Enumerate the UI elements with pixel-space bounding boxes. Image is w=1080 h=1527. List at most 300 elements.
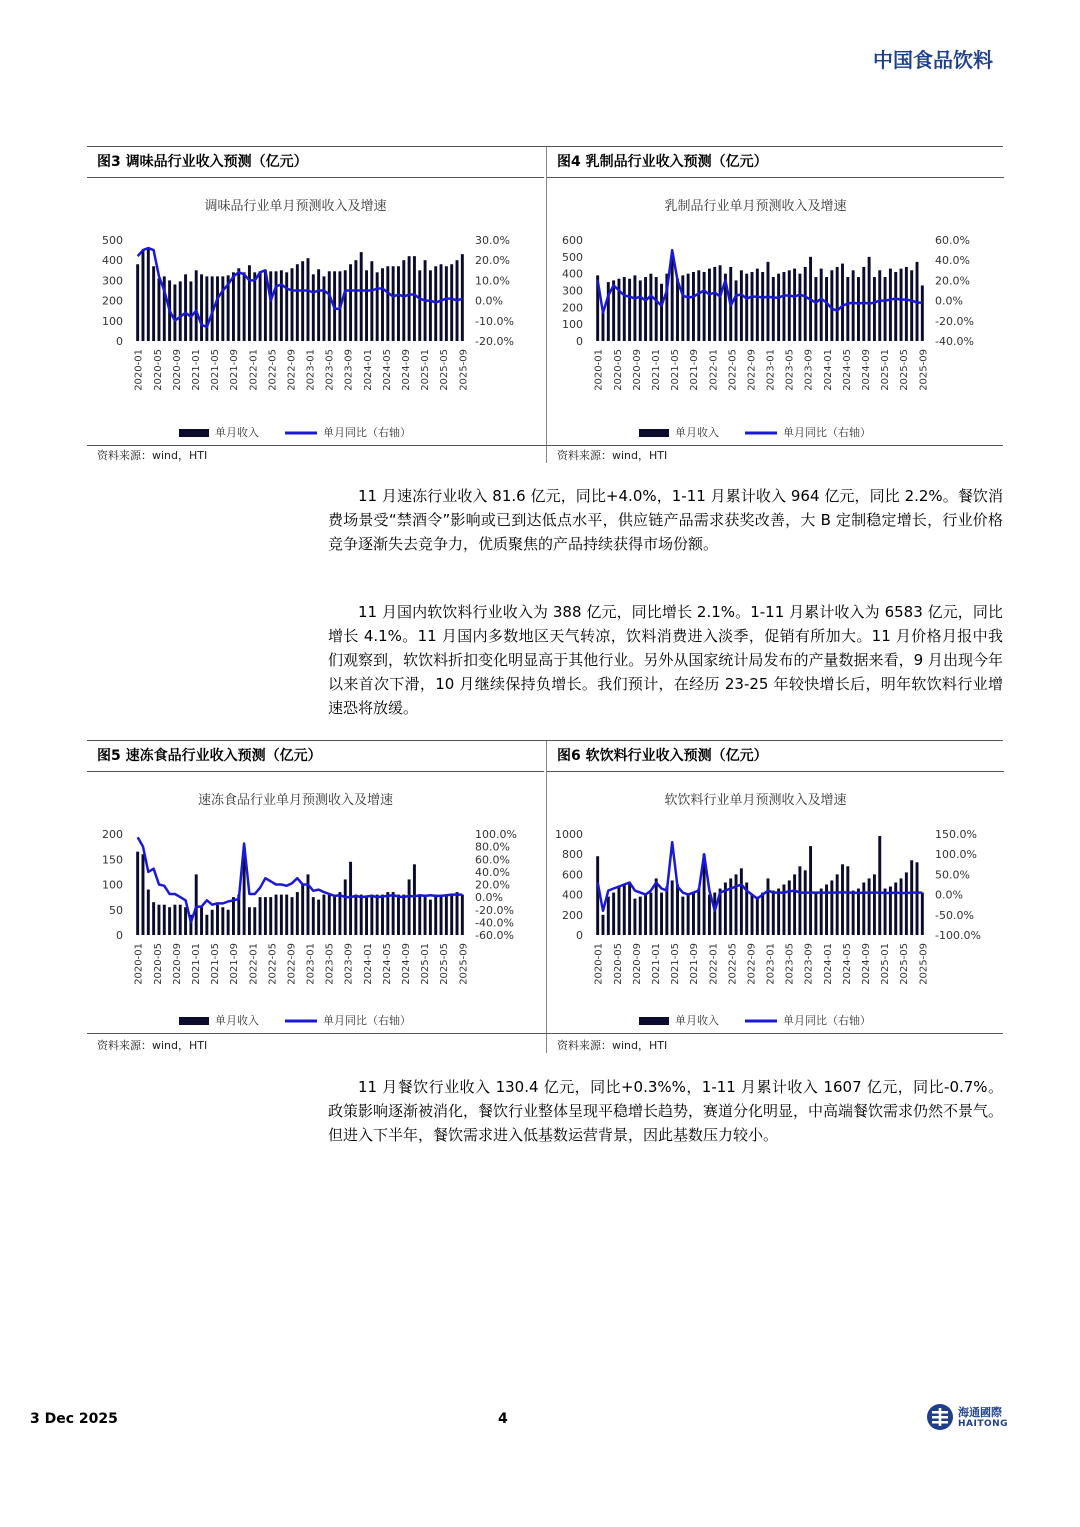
figure-source: 资料来源：wind，HTI [97, 449, 208, 462]
bar [200, 907, 203, 935]
y-left-tick-label: 0 [576, 929, 583, 942]
y-right-tick-label: -10.0% [475, 314, 514, 328]
bar [136, 852, 139, 935]
x-tick-label: 2020-05 [152, 943, 164, 985]
bar [370, 895, 373, 935]
logo-text-cn: 海通國際 [958, 1406, 1002, 1419]
x-tick-label: 2023-01 [305, 943, 317, 985]
bar [655, 277, 658, 341]
x-tick-label: 2020-05 [152, 349, 164, 391]
bar [285, 895, 288, 935]
y-left-tick-label: 0 [116, 929, 123, 942]
y-right-tick-label: -20.0% [475, 335, 514, 348]
y-left-tick-label: 300 [562, 284, 583, 298]
bar [788, 270, 791, 341]
bar [147, 248, 150, 341]
bar [628, 882, 631, 935]
bar [429, 270, 432, 341]
bar [259, 897, 262, 935]
bar [788, 880, 791, 935]
bar [793, 874, 796, 935]
bar [761, 893, 764, 935]
bar [402, 895, 405, 935]
bar [900, 269, 903, 341]
paragraph-text: 11 月餐饮行业收入 130.4 亿元，同比+0.3%%，1-11 月累计收入 1607 亿元，同比-0.7%。政策影响逐渐被消化，餐饮行业整体呈现平稳增长趋势，赛道分化明显，中高端餐饮需求仍然不景气。但进入下半年，餐饮需求进入低基数运营背景，因此基数压力较小。 [328, 1078, 1004, 1144]
bar [157, 278, 160, 341]
paragraph-text: 11 月国内软饮料行业收入为 388 亿元，同比增长 2.1%。1-11 月累计收入为 6583 亿元，同比增长 4.1%。11 月国内多数地区天气转凉，饮料消费进入淡季，促销有所加大。11 月价格月报中我们观察到，软饮料折扣变化明显高于其他行业。另外从国家统计局发布的产量数据来看，9 月出现今年以来首次下滑，10 月继续保持负增长。我们预计，在经历 23-25 年较快增长后，明年软饮料行业增速恐将放缓。 [328, 603, 1003, 717]
bar [740, 270, 743, 341]
bar [878, 836, 881, 935]
bar [195, 874, 198, 935]
bar [846, 277, 849, 341]
x-tick-label: 2022-01 [708, 349, 720, 391]
bar [237, 895, 240, 935]
bar [857, 277, 860, 341]
bar [275, 271, 278, 341]
bar [259, 271, 262, 341]
legend-bar-swatch [179, 1017, 209, 1025]
bar [660, 284, 663, 341]
legend-bar-label: 单月收入 [675, 1014, 719, 1027]
bar [418, 270, 421, 341]
bar [322, 276, 325, 341]
bar [633, 275, 636, 341]
bar [397, 266, 400, 341]
bar [413, 256, 416, 341]
bar [900, 878, 903, 935]
chart-title: 软饮料行业单月预测收入及增速 [664, 793, 847, 808]
bar [205, 276, 208, 341]
bar [782, 272, 785, 341]
x-tick-label: 2023-05 [324, 943, 336, 985]
bar [461, 254, 464, 341]
bar [376, 272, 379, 341]
y-left-tick-label: 500 [102, 234, 123, 247]
y-left-tick-label: 200 [102, 294, 123, 308]
bar [756, 897, 759, 935]
bar [751, 272, 754, 341]
x-tick-label: 2025-09 [458, 943, 470, 985]
figure-caption: 图4 乳制品行业收入预测（亿元） [547, 147, 1004, 178]
bar [596, 856, 599, 935]
x-tick-label: 2022-01 [248, 349, 260, 391]
x-tick-label: 2024-09 [401, 943, 413, 985]
x-tick-label: 2024-01 [362, 349, 374, 391]
bar [681, 275, 684, 341]
bar [644, 277, 647, 341]
bar [804, 870, 807, 935]
x-tick-label: 2025-09 [458, 349, 470, 391]
paragraph-text: 11 月速冻行业收入 81.6 亿元，同比+4.0%，1-11 月累计收入 964 亿元，同比 2.2%。餐饮消费场景受“禁酒令”影响或已到达低点水平，供应链产品需求获奖改善，大 B 定制稳定增长，行业价格竞争逐渐失去竞争力，优质聚焦的产品持续获得市场份额。 [328, 487, 1003, 553]
bar [894, 882, 897, 935]
bar [386, 892, 389, 935]
bar [889, 269, 892, 341]
legend-line-label: 单月同比（右轴） [783, 426, 871, 439]
bar [740, 868, 743, 935]
x-tick-label: 2025-01 [880, 349, 892, 391]
bar [623, 277, 626, 341]
x-tick-label: 2025-01 [420, 943, 432, 985]
bar [676, 885, 679, 936]
y-right-tick-label: 0.0% [475, 891, 503, 905]
bar [216, 905, 219, 935]
bar [285, 272, 288, 341]
bar [408, 879, 411, 935]
haitong-logo [925, 1402, 1015, 1434]
bar [312, 274, 315, 341]
bar [676, 279, 679, 341]
legend-line-label: 单月同比（右轴） [323, 426, 411, 439]
bar [365, 897, 368, 935]
x-tick-label: 2024-09 [861, 349, 873, 391]
y-left-tick-label: 100 [102, 314, 123, 328]
bar [735, 874, 738, 935]
x-tick-label: 2021-01 [190, 943, 202, 985]
bar [440, 895, 443, 935]
bar [381, 268, 384, 341]
bar [354, 895, 357, 935]
x-tick-label: 2024-05 [841, 349, 853, 391]
bar [692, 893, 695, 935]
bar [868, 257, 871, 341]
y-left-tick-label: 200 [562, 301, 583, 315]
y-right-tick-label: -60.0% [475, 929, 514, 942]
legend-bar-label: 单月收入 [675, 426, 719, 439]
bar [179, 905, 182, 935]
bar [328, 271, 331, 341]
x-tick-label: 2020-01 [593, 349, 605, 391]
x-tick-label: 2023-01 [765, 349, 777, 391]
bar [253, 272, 256, 341]
bar [376, 895, 379, 935]
bar [852, 891, 855, 935]
x-tick-label: 2021-09 [689, 349, 701, 391]
bar [703, 272, 706, 341]
x-tick-label: 2021-05 [670, 943, 682, 985]
bar [878, 270, 881, 341]
bar [354, 260, 357, 341]
x-tick-label: 2023-09 [343, 943, 355, 985]
bar [745, 274, 748, 341]
y-right-tick-label: 60.0% [475, 853, 510, 867]
x-tick-label: 2022-09 [286, 349, 298, 391]
y-left-tick-label: 150 [102, 853, 123, 867]
bar [397, 895, 400, 935]
paragraph-catering [328, 1075, 1003, 1147]
bar [344, 879, 347, 935]
x-tick-label: 2024-01 [822, 349, 834, 391]
bar [713, 267, 716, 341]
bar [232, 272, 235, 341]
chart-figure-3 [87, 178, 544, 446]
chart-title: 调味品行业单月预测收入及增速 [204, 199, 387, 214]
bar [793, 269, 796, 341]
bar [719, 265, 722, 341]
x-tick-label: 2023-09 [803, 943, 815, 985]
bar [649, 893, 652, 935]
x-tick-label: 2023-09 [343, 349, 355, 391]
bar [713, 893, 716, 935]
bar [612, 893, 615, 935]
bar [862, 882, 865, 935]
bar [349, 264, 352, 341]
y-left-tick-label: 600 [562, 868, 583, 882]
bar [751, 895, 754, 935]
x-tick-label: 2020-05 [612, 943, 624, 985]
bar [617, 887, 620, 935]
legend-line-label: 单月同比（右轴） [323, 1014, 411, 1027]
bar [296, 892, 299, 935]
x-tick-label: 2024-05 [841, 943, 853, 985]
x-tick-label: 2023-05 [324, 349, 336, 391]
x-tick-label: 2023-05 [784, 349, 796, 391]
x-tick-label: 2021-01 [190, 349, 202, 391]
x-tick-label: 2020-09 [631, 943, 643, 985]
x-tick-label: 2025-05 [899, 943, 911, 985]
bar [910, 270, 913, 341]
bar [136, 264, 139, 341]
x-tick-label: 2025-01 [880, 943, 892, 985]
bar [846, 866, 849, 935]
x-tick-label: 2024-05 [381, 349, 393, 391]
x-tick-label: 2025-05 [899, 349, 911, 391]
figure-row-2 [87, 740, 1003, 1053]
x-tick-label: 2022-01 [248, 943, 260, 985]
x-tick-label: 2025-09 [918, 349, 930, 391]
bar [921, 285, 924, 341]
paragraph-frozen-food [328, 484, 1003, 556]
bar [296, 264, 299, 341]
bar [777, 889, 780, 935]
x-tick-label: 2022-01 [708, 943, 720, 985]
bar [392, 892, 395, 935]
bar [317, 269, 320, 341]
x-tick-label: 2022-05 [267, 943, 279, 985]
bar [173, 905, 176, 935]
bar [440, 264, 443, 341]
bar [163, 905, 166, 935]
y-right-tick-label: 100.0% [935, 848, 977, 862]
y-right-tick-label: -40.0% [935, 335, 974, 348]
x-tick-label: 2024-09 [861, 943, 873, 985]
bar [205, 915, 208, 935]
bar [623, 885, 626, 936]
bar [370, 261, 373, 341]
y-left-tick-label: 400 [102, 254, 123, 268]
chart-figure-4 [547, 178, 1004, 446]
bar [152, 266, 155, 341]
y-right-tick-label: 50.0% [935, 868, 970, 882]
haitong-logo-icon [925, 1402, 955, 1432]
bar [665, 887, 668, 935]
bar [173, 284, 176, 341]
bar [602, 915, 605, 935]
figure-5 [87, 741, 544, 1052]
bar [147, 890, 150, 935]
y-right-tick-label: -20.0% [475, 903, 514, 917]
footer-date: 3 Dec 2025 [30, 1411, 118, 1427]
bar [772, 277, 775, 341]
bar [857, 889, 860, 935]
bar [445, 895, 448, 935]
y-right-tick-label: -100.0% [935, 929, 981, 942]
x-tick-label: 2025-09 [918, 943, 930, 985]
y-left-tick-label: 600 [562, 234, 583, 247]
bar [381, 895, 384, 935]
x-tick-label: 2022-09 [746, 349, 758, 391]
bar [317, 900, 320, 935]
x-tick-label: 2025-05 [439, 349, 451, 391]
y-left-tick-label: 800 [562, 848, 583, 862]
divider [87, 445, 1003, 446]
y-right-tick-label: -50.0% [935, 908, 974, 922]
bar [338, 892, 341, 935]
y-right-tick-label: 60.0% [935, 234, 970, 247]
y-right-tick-label: 20.0% [475, 878, 510, 892]
bar [814, 277, 817, 341]
bar [628, 279, 631, 341]
logo-text-en: HAITONG [958, 1419, 1009, 1429]
x-tick-label: 2022-05 [727, 943, 739, 985]
x-tick-label: 2025-01 [420, 349, 432, 391]
bar [708, 269, 711, 341]
y-right-tick-label: 40.0% [475, 865, 510, 879]
x-tick-label: 2021-01 [650, 943, 662, 985]
bar [905, 872, 908, 935]
bar [418, 895, 421, 935]
bar [852, 270, 855, 341]
bar [184, 274, 187, 341]
x-tick-label: 2023-01 [305, 349, 317, 391]
y-right-tick-label: 20.0% [475, 254, 510, 268]
bar [633, 899, 636, 935]
bar [639, 897, 642, 935]
bar [916, 862, 919, 935]
bar [697, 889, 700, 935]
bar [910, 860, 913, 935]
bar [639, 280, 642, 341]
chart-figure-6 [547, 772, 1004, 1034]
bar [221, 907, 224, 935]
x-tick-label: 2022-09 [286, 943, 298, 985]
bar [809, 846, 812, 935]
bar [200, 274, 203, 341]
x-tick-label: 2023-09 [803, 349, 815, 391]
bar [450, 895, 453, 935]
bar [756, 269, 759, 341]
bar [697, 270, 700, 341]
bar [392, 266, 395, 341]
bar [607, 897, 610, 935]
x-tick-label: 2020-09 [171, 349, 183, 391]
x-tick-label: 2024-09 [401, 349, 413, 391]
bar [708, 895, 711, 935]
x-tick-label: 2022-05 [267, 349, 279, 391]
bar [280, 895, 283, 935]
y-right-tick-label: 30.0% [475, 234, 510, 247]
x-tick-label: 2020-01 [133, 349, 145, 391]
x-tick-label: 2021-09 [689, 943, 701, 985]
figure-3 [87, 147, 544, 462]
bar [221, 276, 224, 341]
x-tick-label: 2024-05 [381, 943, 393, 985]
x-tick-label: 2024-01 [822, 943, 834, 985]
chart-figure-5 [87, 772, 544, 1034]
x-tick-label: 2021-05 [210, 943, 222, 985]
y-right-tick-label: 0.0% [935, 888, 963, 902]
bar [921, 893, 924, 935]
bar [142, 854, 145, 935]
bar [804, 267, 807, 341]
y-right-tick-label: 0.0% [935, 294, 963, 308]
chart-title: 速冻食品行业单月预测收入及增速 [197, 793, 394, 808]
bar [687, 895, 690, 935]
x-tick-label: 2021-05 [210, 349, 222, 391]
y-left-tick-label: 200 [102, 828, 123, 841]
bar [884, 277, 887, 341]
y-right-tick-label: -20.0% [935, 314, 974, 328]
bar [445, 266, 448, 341]
bar [216, 276, 219, 341]
bar [772, 891, 775, 935]
legend-bar-label: 单月收入 [215, 1014, 259, 1027]
bar [873, 277, 876, 341]
legend-bar-swatch [639, 1017, 669, 1025]
figure-caption: 图6 软饮料行业收入预测（亿元） [547, 741, 1004, 772]
y-right-tick-label: -40.0% [475, 916, 514, 930]
bar [227, 910, 230, 935]
y-left-tick-label: 200 [562, 908, 583, 922]
page-number: 4 [498, 1411, 508, 1427]
bar [798, 866, 801, 935]
figure-6 [546, 741, 1004, 1053]
bar [408, 256, 411, 341]
bar [767, 262, 770, 341]
bar [301, 885, 304, 936]
bar [269, 271, 272, 341]
bar [735, 280, 738, 341]
y-left-tick-label: 0 [116, 335, 123, 348]
bar [189, 281, 192, 341]
bar [280, 270, 283, 341]
bar [184, 907, 187, 935]
bar [836, 267, 839, 341]
bar [307, 258, 310, 341]
x-tick-label: 2023-01 [765, 943, 777, 985]
bar [873, 874, 876, 935]
x-tick-label: 2021-09 [229, 349, 241, 391]
bar [894, 272, 897, 341]
y-left-tick-label: 0 [576, 335, 583, 348]
bar [830, 880, 833, 935]
bar [264, 897, 267, 935]
bar [179, 281, 182, 341]
y-left-tick-label: 1000 [555, 828, 583, 841]
bar [237, 268, 240, 341]
bar [905, 267, 908, 341]
bar [360, 895, 363, 935]
x-tick-label: 2023-05 [784, 943, 796, 985]
figure-source: 资料来源：wind，HTI [557, 449, 668, 462]
x-tick-label: 2020-05 [612, 349, 624, 391]
bar [386, 266, 389, 341]
divider [87, 1033, 1003, 1034]
y-left-tick-label: 100 [102, 878, 123, 892]
y-right-tick-label: 10.0% [475, 274, 510, 288]
bar [820, 269, 823, 341]
chart-title: 乳制品行业单月预测收入及增速 [664, 199, 847, 214]
bar [328, 895, 331, 935]
